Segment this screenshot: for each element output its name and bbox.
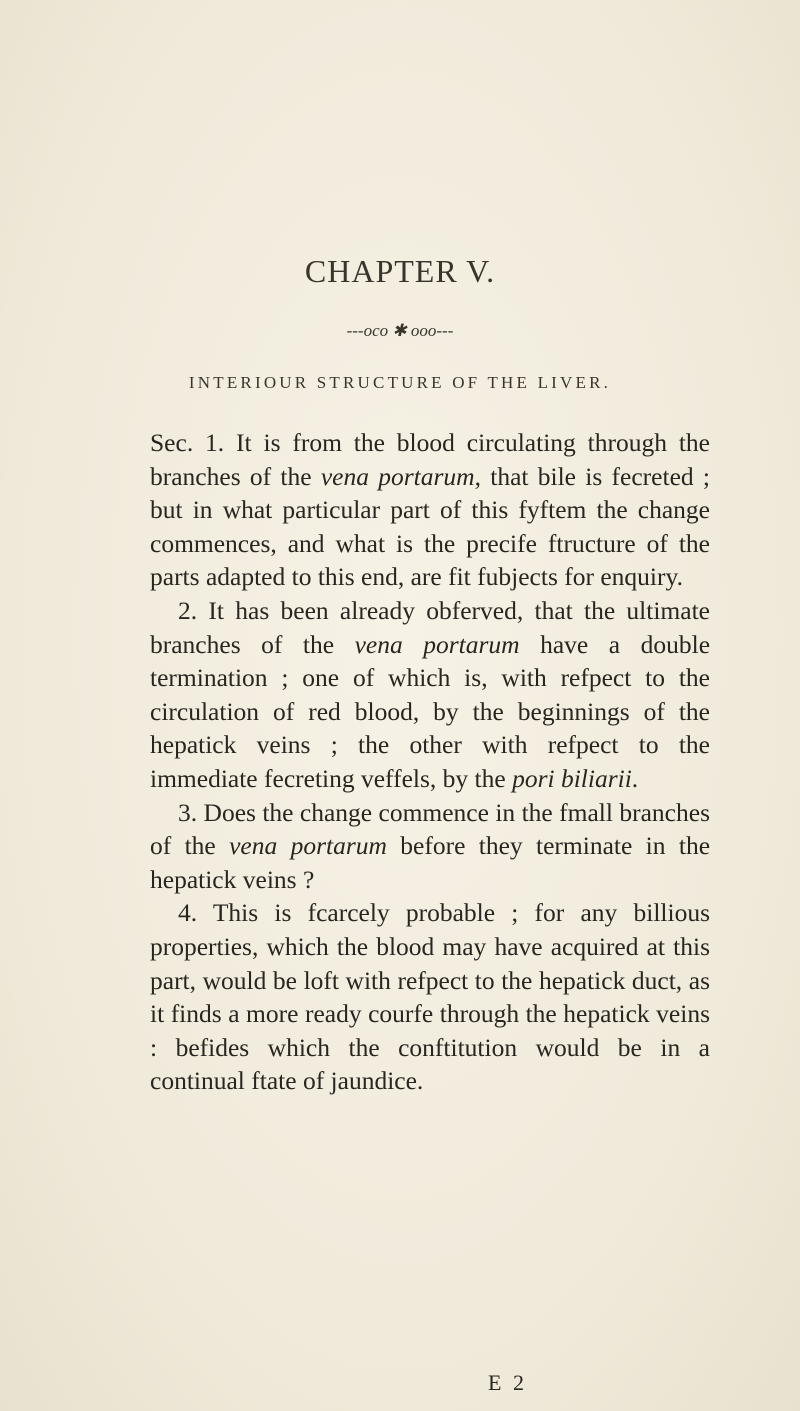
signature-mark: E 2 bbox=[488, 1370, 527, 1395]
text-run: 4. This is fcarcely probable ; for any billious properties, which the blood may have acquired at this part, would be loft with refpect to the hepatick duct, as it finds a more ready courfe through the hepatick veins : befides which the conftitution would be in a continual ftate of jaundice. bbox=[150, 898, 710, 1096]
paragraph-sec-1 bbox=[150, 426, 710, 594]
italic-phrase: vena portarum bbox=[354, 629, 520, 659]
text-run: Sec. 1. It is from the blood circulating through the branches of the bbox=[150, 428, 710, 491]
italic-phrase: pori biliarii bbox=[512, 763, 632, 793]
paragraph-sec-4 bbox=[150, 896, 710, 1098]
paragraph-sec-2 bbox=[150, 594, 710, 796]
text-run: 3. Does the change commence in the fmall branches of the bbox=[150, 797, 710, 861]
body-text bbox=[150, 426, 710, 1098]
text-run: have a double termination ; one of which is, with refpect to the circulation of red blood, by the beginnings of the hepatick veins ; the other with refpect to the immediate fecreting veffels, by the bbox=[150, 629, 711, 793]
text-run: . bbox=[631, 763, 639, 793]
ornament-divider: ---oco ✱ ooo--- bbox=[346, 321, 454, 340]
italic-phrase: vena portarum bbox=[229, 831, 387, 861]
section-title: INTERIOUR STRUCTURE OF THE LIVER. bbox=[188, 373, 612, 392]
italic-phrase: vena portarum bbox=[320, 461, 475, 491]
text-run: 2. It has been already obferved, that the ultimate branches of the bbox=[150, 595, 710, 659]
paragraph-sec-3 bbox=[150, 796, 710, 897]
text-run: before they terminate in the hepatick veins ? bbox=[150, 831, 711, 894]
text-run: , that bile is fecreted ; but in what particular part of this fyftem the change commences, and what is the precife ftructure of the parts adapted to this end, are fit fubjects for enquiry. bbox=[150, 461, 711, 592]
chapter-heading: CHAPTER V. bbox=[304, 253, 496, 289]
